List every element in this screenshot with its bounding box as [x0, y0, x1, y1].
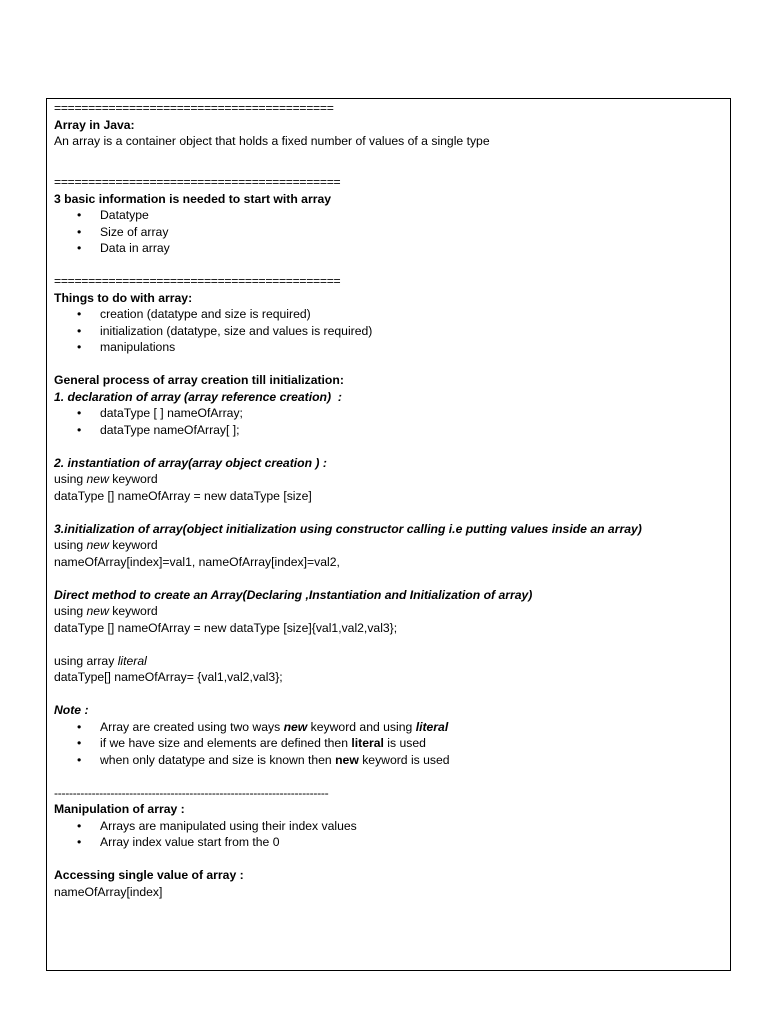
- separator-rule: ==========================================: [54, 274, 341, 288]
- separator-rule: =========================================: [54, 101, 334, 115]
- general-process-heading: General process of array creation till initialization:: [54, 373, 344, 387]
- list-item: • Arrays are manipulated using their index values: [77, 818, 357, 833]
- list-item: • initialization (datatype, size and values is required): [77, 323, 373, 338]
- blank-line: [54, 686, 722, 703]
- list-item: • when only datatype and size is known then new keyword is used: [77, 752, 450, 767]
- declaration-list: [54, 405, 722, 438]
- blank-line: [54, 257, 722, 274]
- bullet-icon: •: [77, 241, 82, 255]
- bullet-icon: •: [77, 208, 82, 222]
- dash-separator-rule: -------------------------------------------------------------------------: [54, 785, 329, 800]
- bullet-icon: •: [77, 818, 82, 833]
- array-description: An array is a container object that holds a fixed number of values of a single type: [54, 134, 490, 148]
- list-item: • Datatype: [77, 208, 149, 222]
- bullet-icon: •: [77, 340, 82, 354]
- bullet-icon: •: [77, 835, 82, 849]
- blank-line: [54, 504, 722, 521]
- blank-line: [54, 438, 722, 455]
- initialization-using-line: using new keyword: [54, 538, 158, 552]
- direct-using-line: using new keyword: [54, 604, 158, 618]
- list-item: • dataType nameOfArray[ ];: [77, 422, 240, 437]
- basic-info-heading: 3 basic information is needed to start with array: [54, 191, 331, 206]
- bullet-icon: •: [77, 406, 82, 420]
- things-to-do-list: [54, 306, 722, 356]
- document-content: [54, 100, 722, 900]
- basic-info-list: [54, 207, 722, 257]
- list-item: • Data in array: [77, 241, 170, 255]
- bullet-icon: •: [77, 752, 82, 767]
- bullet-icon: •: [77, 224, 82, 239]
- blank-line: [54, 768, 722, 785]
- blank-line: [54, 636, 722, 653]
- initialization-code: nameOfArray[index]=val1, nameOfArray[index]=val2,: [54, 554, 340, 569]
- list-item: • creation (datatype and size is required): [77, 307, 311, 321]
- list-item: • dataType [ ] nameOfArray;: [77, 406, 243, 420]
- blank-line: [54, 851, 722, 868]
- manipulation-list: [54, 818, 722, 851]
- blank-line: [54, 166, 722, 174]
- declaration-heading: 1. declaration of array (array reference creation) :: [54, 389, 342, 404]
- document-page: [46, 98, 731, 971]
- blank-line: [54, 150, 722, 167]
- direct-code-literal: dataType[] nameOfArray= {val1,val2,val3};: [54, 670, 283, 684]
- things-to-do-heading: Things to do with array:: [54, 290, 193, 305]
- list-item: • manipulations: [77, 340, 176, 354]
- list-item: • Array index value start from the 0: [77, 835, 280, 849]
- accessing-heading: Accessing single value of array :: [54, 868, 244, 882]
- instantiation-using-line: using new keyword: [54, 472, 158, 486]
- array-in-java-heading: Array in Java:: [54, 117, 135, 132]
- bullet-icon: •: [77, 422, 82, 437]
- bullet-icon: •: [77, 736, 82, 750]
- direct-code-new: dataType [] nameOfArray = new dataType [size]{val1,val2,val3};: [54, 620, 398, 635]
- instantiation-heading: 2. instantiation of array(array object creation ) :: [54, 455, 327, 470]
- instantiation-code: dataType [] nameOfArray = new dataType [size]: [54, 488, 312, 503]
- accessing-code: nameOfArray[index]: [54, 884, 163, 899]
- blank-line: [54, 356, 722, 373]
- list-item: • Size of array: [77, 224, 169, 239]
- bullet-icon: •: [77, 323, 82, 338]
- initialization-heading: 3.initialization of array(object initialization using constructor calling i.e putting values inside an array): [54, 521, 642, 536]
- bullet-icon: •: [77, 307, 82, 321]
- manipulation-heading: Manipulation of array :: [54, 802, 185, 816]
- list-item: • Array are created using two ways new keyword and using literal: [77, 719, 449, 734]
- note-list: [54, 719, 722, 769]
- direct-method-heading: Direct method to create an Array(Declaring ,Instantiation and Initialization of array): [54, 587, 533, 602]
- separator-rule: ==========================================: [54, 175, 341, 189]
- literal-using-line: using array literal: [54, 653, 147, 668]
- bullet-icon: •: [77, 719, 82, 734]
- note-heading: Note :: [54, 703, 89, 717]
- list-item: • if we have size and elements are defined then literal is used: [77, 736, 426, 750]
- blank-line: [54, 570, 722, 587]
